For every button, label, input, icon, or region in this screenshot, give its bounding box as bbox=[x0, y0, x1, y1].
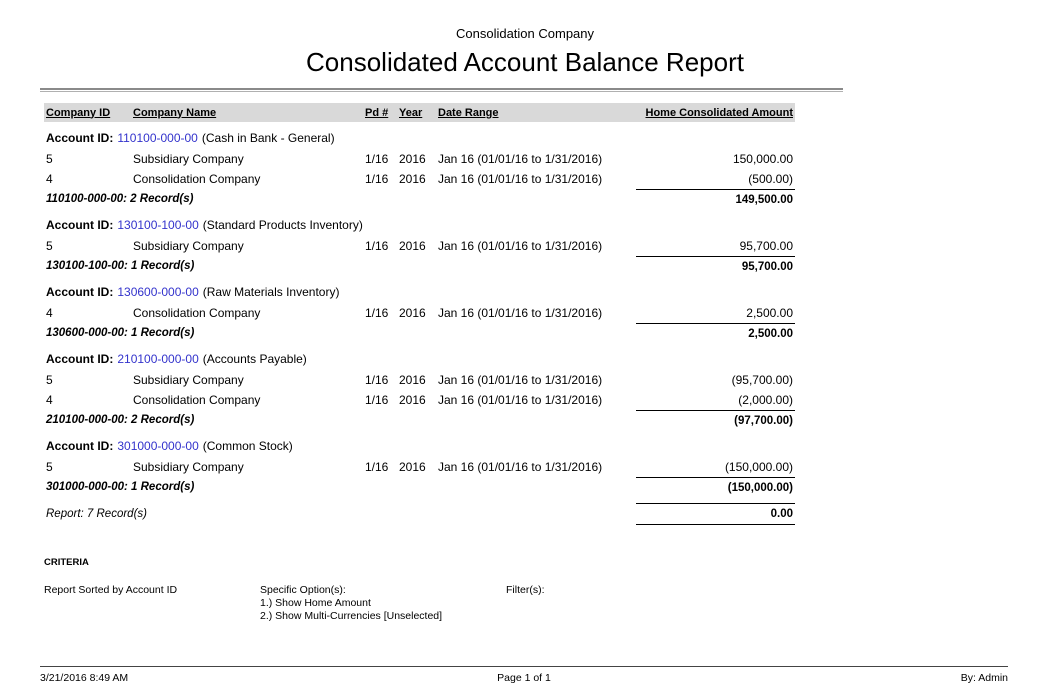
company-name: Consolidation Company bbox=[455, 26, 595, 41]
account-group bbox=[44, 131, 1050, 209]
footer-datetime: 3/21/2016 8:49 AM bbox=[40, 672, 129, 684]
cell-company-id: 5 bbox=[46, 152, 53, 166]
cell-amount: 150,000.00 bbox=[732, 152, 793, 166]
cell-date-range: Jan 16 (01/01/16 to 1/31/2016) bbox=[438, 393, 603, 407]
cell-pd: 1/16 bbox=[365, 306, 389, 320]
criteria-heading: CRITERIA bbox=[44, 557, 89, 568]
cell-amount: 95,700.00 bbox=[739, 239, 793, 253]
table-header-row bbox=[44, 103, 795, 122]
cell-company-id: 5 bbox=[46, 460, 53, 474]
group-summary-row bbox=[44, 477, 795, 497]
report-total-amount: 0.00 bbox=[636, 503, 795, 525]
cell-company-name: Subsidiary Company bbox=[133, 460, 244, 474]
page-footer bbox=[40, 666, 1008, 684]
group-total-amount: 149,500.00 bbox=[636, 189, 795, 209]
account-header bbox=[44, 285, 1050, 299]
cell-company-id: 4 bbox=[46, 306, 53, 320]
cell-company-id: 4 bbox=[46, 172, 53, 186]
table-row bbox=[44, 236, 795, 256]
criteria-option: 2.) Show Multi-Currencies [Unselected] bbox=[260, 610, 443, 622]
account-id-link[interactable]: 210100-000-00 bbox=[117, 352, 199, 366]
account-id-label: Account ID: bbox=[46, 131, 114, 145]
cell-date-range: Jan 16 (01/01/16 to 1/31/2016) bbox=[438, 460, 603, 474]
account-header bbox=[44, 352, 1050, 366]
table-row bbox=[44, 169, 795, 189]
cell-company-id: 4 bbox=[46, 393, 53, 407]
group-summary-row bbox=[44, 323, 795, 343]
group-total-amount: 2,500.00 bbox=[636, 323, 795, 343]
cell-company-name: Consolidation Company bbox=[133, 306, 261, 320]
account-id-link[interactable]: 301000-000-00 bbox=[117, 439, 199, 453]
report-body bbox=[0, 88, 1050, 623]
column-header-date-range[interactable]: Date Range bbox=[438, 106, 499, 119]
cell-year: 2016 bbox=[399, 393, 426, 407]
cell-amount: (150,000.00) bbox=[724, 460, 793, 474]
account-name: (Raw Materials Inventory) bbox=[202, 285, 340, 299]
cell-company-name: Consolidation Company bbox=[133, 172, 261, 186]
cell-amount: 2,500.00 bbox=[746, 306, 793, 320]
account-group bbox=[44, 285, 1050, 343]
account-group bbox=[44, 218, 1050, 276]
cell-amount: (500.00) bbox=[748, 172, 793, 186]
cell-company-id: 5 bbox=[46, 239, 53, 253]
group-total-amount: 95,700.00 bbox=[636, 256, 795, 276]
cell-company-name: Subsidiary Company bbox=[133, 152, 244, 166]
cell-company-name: Consolidation Company bbox=[133, 393, 261, 407]
report-header bbox=[0, 0, 1050, 78]
account-header bbox=[44, 218, 1050, 232]
account-id-label: Account ID: bbox=[46, 439, 114, 453]
criteria-sorted-by: Report Sorted by Account ID bbox=[44, 584, 178, 596]
group-summary-row bbox=[44, 256, 795, 276]
cell-pd: 1/16 bbox=[365, 239, 389, 253]
cell-year: 2016 bbox=[399, 152, 426, 166]
table-row bbox=[44, 149, 795, 169]
group-summary-row bbox=[44, 410, 795, 430]
cell-year: 2016 bbox=[399, 460, 426, 474]
cell-date-range: Jan 16 (01/01/16 to 1/31/2016) bbox=[438, 152, 603, 166]
group-summary-row bbox=[44, 189, 795, 209]
cell-date-range: Jan 16 (01/01/16 to 1/31/2016) bbox=[438, 373, 603, 387]
column-header-company-id[interactable]: Company ID bbox=[46, 106, 111, 119]
report-title: Consolidated Account Balance Report bbox=[306, 47, 744, 77]
column-header-company-name[interactable]: Company Name bbox=[133, 106, 217, 119]
cell-company-id: 5 bbox=[46, 373, 53, 387]
cell-amount: (2,000.00) bbox=[738, 393, 793, 407]
group-record-count: 210100-000-00: 2 Record(s) bbox=[46, 414, 195, 426]
cell-year: 2016 bbox=[399, 306, 426, 320]
account-name: (Accounts Payable) bbox=[202, 352, 307, 366]
table-row bbox=[44, 390, 795, 410]
account-id-link[interactable]: 110100-000-00 bbox=[117, 131, 198, 145]
cell-date-range: Jan 16 (01/01/16 to 1/31/2016) bbox=[438, 172, 603, 186]
group-record-count: 130600-000-00: 1 Record(s) bbox=[46, 327, 195, 339]
group-total-amount: (150,000.00) bbox=[636, 477, 795, 497]
report-summary-row bbox=[44, 503, 795, 525]
group-total-amount: (97,700.00) bbox=[636, 410, 795, 430]
table-row bbox=[44, 303, 795, 323]
column-header-pd[interactable]: Pd # bbox=[365, 106, 389, 119]
account-id-link[interactable]: 130600-000-00 bbox=[117, 285, 199, 299]
cell-year: 2016 bbox=[399, 239, 426, 253]
column-header-year[interactable]: Year bbox=[399, 106, 423, 119]
criteria-option: 1.) Show Home Amount bbox=[260, 597, 371, 609]
footer-author: By: Admin bbox=[960, 672, 1009, 684]
report-record-count: Report: 7 Record(s) bbox=[46, 508, 147, 520]
footer-page-number: Page 1 of 1 bbox=[497, 672, 551, 684]
group-record-count: 301000-000-00: 1 Record(s) bbox=[46, 481, 195, 493]
column-header-amount[interactable]: Home Consolidated Amount bbox=[645, 106, 793, 119]
table-row bbox=[44, 370, 795, 390]
account-id-label: Account ID: bbox=[46, 218, 114, 232]
cell-pd: 1/16 bbox=[365, 172, 389, 186]
cell-pd: 1/16 bbox=[365, 152, 389, 166]
account-name: (Standard Products Inventory) bbox=[202, 218, 363, 232]
title-divider bbox=[40, 88, 843, 92]
cell-date-range: Jan 16 (01/01/16 to 1/31/2016) bbox=[438, 306, 603, 320]
account-group bbox=[44, 439, 1050, 497]
table-row bbox=[44, 457, 795, 477]
cell-pd: 1/16 bbox=[365, 460, 389, 474]
criteria-section bbox=[44, 557, 1050, 623]
cell-date-range: Jan 16 (01/01/16 to 1/31/2016) bbox=[438, 239, 603, 253]
cell-year: 2016 bbox=[399, 373, 426, 387]
group-record-count: 110100-000-00: 2 Record(s) bbox=[46, 193, 194, 205]
account-id-label: Account ID: bbox=[46, 285, 114, 299]
group-record-count: 130100-100-00: 1 Record(s) bbox=[46, 260, 195, 272]
account-group bbox=[44, 352, 1050, 430]
criteria-filters-label: Filter(s): bbox=[506, 584, 545, 596]
cell-pd: 1/16 bbox=[365, 373, 389, 387]
cell-pd: 1/16 bbox=[365, 393, 389, 407]
account-name: (Common Stock) bbox=[202, 439, 293, 453]
cell-year: 2016 bbox=[399, 172, 426, 186]
account-id-label: Account ID: bbox=[46, 352, 114, 366]
account-name: (Cash in Bank - General) bbox=[201, 131, 335, 145]
account-header bbox=[44, 131, 1050, 145]
cell-company-name: Subsidiary Company bbox=[133, 373, 244, 387]
cell-company-name: Subsidiary Company bbox=[133, 239, 244, 253]
criteria-specific-options-label: Specific Option(s): bbox=[260, 584, 346, 596]
account-id-link[interactable]: 130100-100-00 bbox=[117, 218, 199, 232]
cell-amount: (95,700.00) bbox=[731, 373, 793, 387]
account-header bbox=[44, 439, 1050, 453]
